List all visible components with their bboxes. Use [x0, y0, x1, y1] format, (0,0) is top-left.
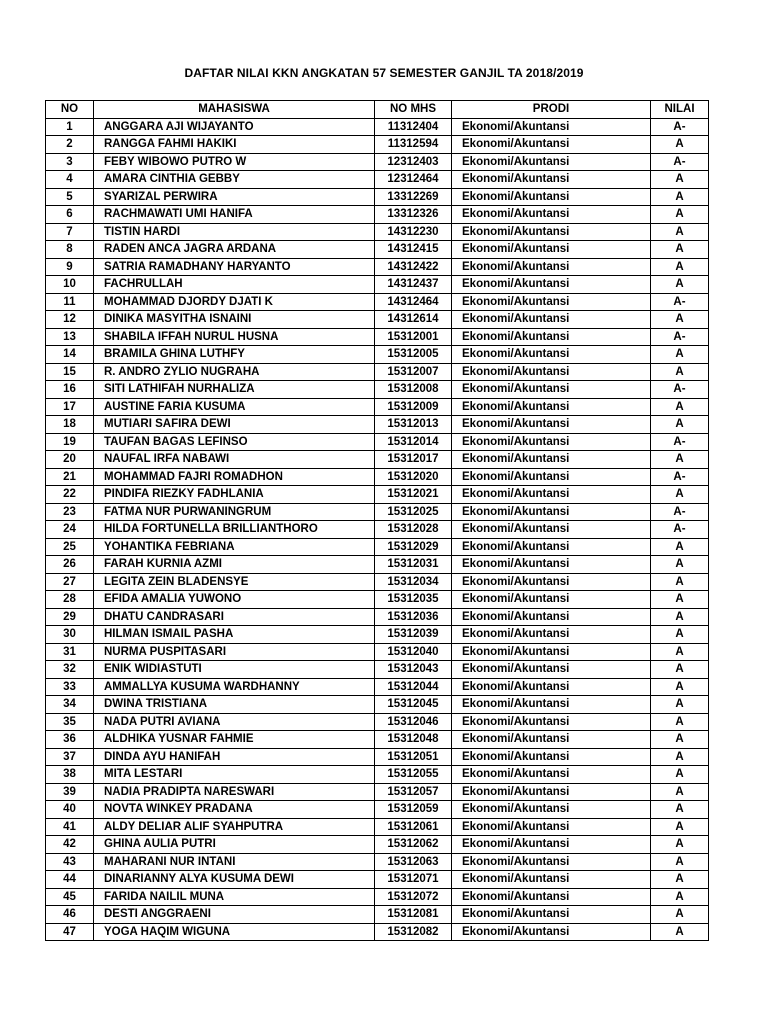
- table-row: [46, 766, 709, 784]
- grade-cell: A: [651, 538, 709, 556]
- student-name-cell: R. ANDRO ZYLIO NUGRAHA: [94, 363, 375, 381]
- table-row: [46, 468, 709, 486]
- grade-cell: A: [651, 626, 709, 644]
- grade-cell: A: [651, 818, 709, 836]
- program-cell: Ekonomi/Akuntansi: [452, 783, 651, 801]
- table-row: [46, 696, 709, 714]
- program-cell: Ekonomi/Akuntansi: [452, 713, 651, 731]
- student-number-cell: 15312063: [375, 853, 452, 871]
- grade-cell: A: [651, 713, 709, 731]
- student-name-cell: RACHMAWATI UMI HANIFA: [94, 206, 375, 224]
- grade-cell: A: [651, 363, 709, 381]
- table-row: [46, 293, 709, 311]
- student-name-cell: DINARIANNY ALYA KUSUMA DEWI: [94, 871, 375, 889]
- row-number-cell: 28: [46, 591, 94, 609]
- row-number-cell: 41: [46, 818, 94, 836]
- grade-cell: A: [651, 276, 709, 294]
- program-cell: Ekonomi/Akuntansi: [452, 188, 651, 206]
- program-cell: Ekonomi/Akuntansi: [452, 503, 651, 521]
- table-row: [46, 223, 709, 241]
- program-cell: Ekonomi/Akuntansi: [452, 626, 651, 644]
- grade-cell: A-: [651, 153, 709, 171]
- student-number-cell: 15312061: [375, 818, 452, 836]
- table-row: [46, 188, 709, 206]
- row-number-cell: 22: [46, 486, 94, 504]
- student-number-cell: 15312029: [375, 538, 452, 556]
- header-student-number: NO MHS: [375, 101, 452, 119]
- student-number-cell: 11312404: [375, 118, 452, 136]
- student-name-cell: SITI LATHIFAH NURHALIZA: [94, 381, 375, 399]
- row-number-cell: 38: [46, 766, 94, 784]
- row-number-cell: 20: [46, 451, 94, 469]
- row-number-cell: 15: [46, 363, 94, 381]
- student-name-cell: AUSTINE FARIA KUSUMA: [94, 398, 375, 416]
- row-number-cell: 44: [46, 871, 94, 889]
- row-number-cell: 14: [46, 346, 94, 364]
- grade-cell: A-: [651, 503, 709, 521]
- table-row: [46, 206, 709, 224]
- table-row: [46, 118, 709, 136]
- program-cell: Ekonomi/Akuntansi: [452, 276, 651, 294]
- table-row: [46, 171, 709, 189]
- program-cell: Ekonomi/Akuntansi: [452, 731, 651, 749]
- table-row: [46, 573, 709, 591]
- program-cell: Ekonomi/Akuntansi: [452, 118, 651, 136]
- grade-cell: A: [651, 346, 709, 364]
- student-name-cell: RADEN ANCA JAGRA ARDANA: [94, 241, 375, 259]
- student-name-cell: SHABILA IFFAH NURUL HUSNA: [94, 328, 375, 346]
- student-number-cell: 15312017: [375, 451, 452, 469]
- student-number-cell: 15312051: [375, 748, 452, 766]
- row-number-cell: 8: [46, 241, 94, 259]
- document-title: DAFTAR NILAI KKN ANGKATAN 57 SEMESTER GANJIL TA 2018/2019: [184, 66, 584, 80]
- program-cell: Ekonomi/Akuntansi: [452, 853, 651, 871]
- table-row: [46, 678, 709, 696]
- row-number-cell: 39: [46, 783, 94, 801]
- student-number-cell: 15312007: [375, 363, 452, 381]
- student-number-cell: 15312071: [375, 871, 452, 889]
- grade-cell: A: [651, 556, 709, 574]
- student-number-cell: 14312614: [375, 311, 452, 329]
- student-number-cell: 15312008: [375, 381, 452, 399]
- row-number-cell: 27: [46, 573, 94, 591]
- row-number-cell: 5: [46, 188, 94, 206]
- student-number-cell: 13312326: [375, 206, 452, 224]
- row-number-cell: 7: [46, 223, 94, 241]
- student-name-cell: EFIDA AMALIA YUWONO: [94, 591, 375, 609]
- grade-cell: A: [651, 643, 709, 661]
- grade-cell: A: [651, 608, 709, 626]
- program-cell: Ekonomi/Akuntansi: [452, 451, 651, 469]
- program-cell: Ekonomi/Akuntansi: [452, 678, 651, 696]
- program-cell: Ekonomi/Akuntansi: [452, 328, 651, 346]
- row-number-cell: 12: [46, 311, 94, 329]
- row-number-cell: 11: [46, 293, 94, 311]
- row-number-cell: 10: [46, 276, 94, 294]
- grade-cell: A: [651, 923, 709, 941]
- grade-cell: A-: [651, 381, 709, 399]
- student-name-cell: DWINA TRISTIANA: [94, 696, 375, 714]
- program-cell: Ekonomi/Akuntansi: [452, 521, 651, 539]
- row-number-cell: 4: [46, 171, 94, 189]
- student-number-cell: 15312001: [375, 328, 452, 346]
- student-name-cell: YOHANTIKA FEBRIANA: [94, 538, 375, 556]
- row-number-cell: 46: [46, 906, 94, 924]
- student-name-cell: DHATU CANDRASARI: [94, 608, 375, 626]
- table-row: [46, 608, 709, 626]
- row-number-cell: 21: [46, 468, 94, 486]
- student-name-cell: BRAMILA GHINA LUTHFY: [94, 346, 375, 364]
- grade-cell: A: [651, 416, 709, 434]
- program-cell: Ekonomi/Akuntansi: [452, 923, 651, 941]
- student-name-cell: FATMA NUR PURWANINGRUM: [94, 503, 375, 521]
- table-row: [46, 153, 709, 171]
- row-number-cell: 45: [46, 888, 94, 906]
- row-number-cell: 40: [46, 801, 94, 819]
- row-number-cell: 3: [46, 153, 94, 171]
- student-number-cell: 15312082: [375, 923, 452, 941]
- student-number-cell: 14312437: [375, 276, 452, 294]
- student-number-cell: 11312594: [375, 136, 452, 154]
- grade-cell: A: [651, 398, 709, 416]
- student-number-cell: 15312035: [375, 591, 452, 609]
- header-no: NO: [46, 101, 94, 119]
- student-name-cell: ALDY DELIAR ALIF SYAHPUTRA: [94, 818, 375, 836]
- table-row: [46, 136, 709, 154]
- student-name-cell: MOHAMMAD FAJRI ROMADHON: [94, 468, 375, 486]
- row-number-cell: 31: [46, 643, 94, 661]
- student-name-cell: DINDA AYU HANIFAH: [94, 748, 375, 766]
- student-name-cell: FACHRULLAH: [94, 276, 375, 294]
- row-number-cell: 19: [46, 433, 94, 451]
- program-cell: Ekonomi/Akuntansi: [452, 818, 651, 836]
- grade-cell: A: [651, 871, 709, 889]
- row-number-cell: 26: [46, 556, 94, 574]
- student-number-cell: 15312055: [375, 766, 452, 784]
- student-name-cell: MAHARANI NUR INTANI: [94, 853, 375, 871]
- student-number-cell: 12312464: [375, 171, 452, 189]
- student-name-cell: MUTIARI SAFIRA DEWI: [94, 416, 375, 434]
- student-name-cell: SATRIA RAMADHANY HARYANTO: [94, 258, 375, 276]
- student-number-cell: 15312028: [375, 521, 452, 539]
- table-row: [46, 311, 709, 329]
- table-header: [46, 101, 709, 119]
- student-name-cell: AMARA CINTHIA GEBBY: [94, 171, 375, 189]
- table-row: [46, 258, 709, 276]
- student-number-cell: 15312044: [375, 678, 452, 696]
- grade-cell: A: [651, 311, 709, 329]
- student-name-cell: MOHAMMAD DJORDY DJATI K: [94, 293, 375, 311]
- student-name-cell: NAUFAL IRFA NABAWI: [94, 451, 375, 469]
- grade-cell: A: [651, 171, 709, 189]
- table-row: [46, 591, 709, 609]
- grade-cell: A: [651, 136, 709, 154]
- table-row: [46, 731, 709, 749]
- student-name-cell: AMMALLYA KUSUMA WARDHANNY: [94, 678, 375, 696]
- row-number-cell: 34: [46, 696, 94, 714]
- student-number-cell: 15312013: [375, 416, 452, 434]
- program-cell: Ekonomi/Akuntansi: [452, 556, 651, 574]
- table-row: [46, 556, 709, 574]
- student-name-cell: RANGGA FAHMI HAKIKI: [94, 136, 375, 154]
- table-row: [46, 328, 709, 346]
- table-row: [46, 801, 709, 819]
- grade-cell: A: [651, 241, 709, 259]
- student-number-cell: 15312034: [375, 573, 452, 591]
- student-number-cell: 15312036: [375, 608, 452, 626]
- student-name-cell: PINDIFA RIEZKY FADHLANIA: [94, 486, 375, 504]
- program-cell: Ekonomi/Akuntansi: [452, 241, 651, 259]
- row-number-cell: 42: [46, 836, 94, 854]
- program-cell: Ekonomi/Akuntansi: [452, 398, 651, 416]
- student-name-cell: MITA LESTARI: [94, 766, 375, 784]
- table-body: [46, 118, 709, 941]
- table-row: [46, 748, 709, 766]
- student-number-cell: 15312005: [375, 346, 452, 364]
- table-row: [46, 363, 709, 381]
- header-program: PRODI: [452, 101, 651, 119]
- program-cell: Ekonomi/Akuntansi: [452, 381, 651, 399]
- table-row: [46, 503, 709, 521]
- student-name-cell: FARIDA NAILIL MUNA: [94, 888, 375, 906]
- student-number-cell: 14312422: [375, 258, 452, 276]
- table-row: [46, 836, 709, 854]
- student-name-cell: ENIK WIDIASTUTI: [94, 661, 375, 679]
- grade-cell: A: [651, 678, 709, 696]
- grade-cell: A: [651, 223, 709, 241]
- table-row: [46, 433, 709, 451]
- student-number-cell: 15312081: [375, 906, 452, 924]
- student-name-cell: DINIKA MASYITHA ISNAINI: [94, 311, 375, 329]
- grade-cell: A-: [651, 328, 709, 346]
- program-cell: Ekonomi/Akuntansi: [452, 153, 651, 171]
- grade-cell: A: [651, 853, 709, 871]
- student-number-cell: 14312230: [375, 223, 452, 241]
- program-cell: Ekonomi/Akuntansi: [452, 608, 651, 626]
- table-row: [46, 643, 709, 661]
- student-number-cell: 14312415: [375, 241, 452, 259]
- program-cell: Ekonomi/Akuntansi: [452, 801, 651, 819]
- student-name-cell: NADA PUTRI AVIANA: [94, 713, 375, 731]
- program-cell: Ekonomi/Akuntansi: [452, 433, 651, 451]
- program-cell: Ekonomi/Akuntansi: [452, 311, 651, 329]
- row-number-cell: 36: [46, 731, 94, 749]
- student-number-cell: 15312045: [375, 696, 452, 714]
- row-number-cell: 29: [46, 608, 94, 626]
- grade-cell: A: [651, 591, 709, 609]
- row-number-cell: 43: [46, 853, 94, 871]
- header-grade: NILAI: [651, 101, 709, 119]
- program-cell: Ekonomi/Akuntansi: [452, 573, 651, 591]
- program-cell: Ekonomi/Akuntansi: [452, 486, 651, 504]
- grade-cell: A: [651, 188, 709, 206]
- student-number-cell: 15312014: [375, 433, 452, 451]
- row-number-cell: 1: [46, 118, 94, 136]
- header-row: [46, 101, 709, 119]
- row-number-cell: 17: [46, 398, 94, 416]
- student-number-cell: 12312403: [375, 153, 452, 171]
- table-row: [46, 888, 709, 906]
- student-name-cell: ANGGARA AJI WIJAYANTO: [94, 118, 375, 136]
- row-number-cell: 32: [46, 661, 94, 679]
- student-number-cell: 15312062: [375, 836, 452, 854]
- table-row: [46, 818, 709, 836]
- grade-cell: A: [651, 661, 709, 679]
- grade-cell: A: [651, 836, 709, 854]
- table-row: [46, 906, 709, 924]
- student-name-cell: FEBY WIBOWO PUTRO W: [94, 153, 375, 171]
- table-row: [46, 783, 709, 801]
- student-name-cell: NADIA PRADIPTA NARESWARI: [94, 783, 375, 801]
- table-row: [46, 241, 709, 259]
- student-number-cell: 15312048: [375, 731, 452, 749]
- grade-cell: A: [651, 766, 709, 784]
- program-cell: Ekonomi/Akuntansi: [452, 206, 651, 224]
- program-cell: Ekonomi/Akuntansi: [452, 136, 651, 154]
- grades-table: [45, 100, 709, 941]
- student-number-cell: 15312043: [375, 661, 452, 679]
- student-number-cell: 15312040: [375, 643, 452, 661]
- table-row: [46, 626, 709, 644]
- header-student: MAHASISWA: [94, 101, 375, 119]
- program-cell: Ekonomi/Akuntansi: [452, 258, 651, 276]
- program-cell: Ekonomi/Akuntansi: [452, 591, 651, 609]
- row-number-cell: 13: [46, 328, 94, 346]
- program-cell: Ekonomi/Akuntansi: [452, 661, 651, 679]
- table-row: [46, 871, 709, 889]
- student-number-cell: 15312009: [375, 398, 452, 416]
- student-name-cell: TISTIN HARDI: [94, 223, 375, 241]
- grade-cell: A: [651, 206, 709, 224]
- table-row: [46, 853, 709, 871]
- row-number-cell: 25: [46, 538, 94, 556]
- grade-cell: A: [651, 451, 709, 469]
- grade-cell: A: [651, 783, 709, 801]
- grade-cell: A-: [651, 521, 709, 539]
- program-cell: Ekonomi/Akuntansi: [452, 871, 651, 889]
- program-cell: Ekonomi/Akuntansi: [452, 538, 651, 556]
- grade-cell: A-: [651, 293, 709, 311]
- program-cell: Ekonomi/Akuntansi: [452, 468, 651, 486]
- grade-cell: A: [651, 906, 709, 924]
- grade-cell: A-: [651, 468, 709, 486]
- student-name-cell: DESTI ANGGRAENI: [94, 906, 375, 924]
- table-row: [46, 346, 709, 364]
- student-name-cell: SYARIZAL PERWIRA: [94, 188, 375, 206]
- student-number-cell: 15312021: [375, 486, 452, 504]
- grade-cell: A: [651, 573, 709, 591]
- table-row: [46, 661, 709, 679]
- program-cell: Ekonomi/Akuntansi: [452, 696, 651, 714]
- student-name-cell: HILMAN ISMAIL PASHA: [94, 626, 375, 644]
- student-name-cell: LEGITA ZEIN BLADENSYE: [94, 573, 375, 591]
- program-cell: Ekonomi/Akuntansi: [452, 416, 651, 434]
- student-number-cell: 15312072: [375, 888, 452, 906]
- row-number-cell: 18: [46, 416, 94, 434]
- table-row: [46, 381, 709, 399]
- student-name-cell: NURMA PUSPITASARI: [94, 643, 375, 661]
- table-row: [46, 398, 709, 416]
- student-number-cell: 15312039: [375, 626, 452, 644]
- row-number-cell: 30: [46, 626, 94, 644]
- student-name-cell: YOGA HAQIM WIGUNA: [94, 923, 375, 941]
- program-cell: Ekonomi/Akuntansi: [452, 363, 651, 381]
- grade-cell: A: [651, 696, 709, 714]
- student-name-cell: HILDA FORTUNELLA BRILLIANTHORO: [94, 521, 375, 539]
- row-number-cell: 23: [46, 503, 94, 521]
- program-cell: Ekonomi/Akuntansi: [452, 906, 651, 924]
- table-row: [46, 713, 709, 731]
- program-cell: Ekonomi/Akuntansi: [452, 766, 651, 784]
- grade-cell: A: [651, 801, 709, 819]
- student-name-cell: NOVTA WINKEY PRADANA: [94, 801, 375, 819]
- program-cell: Ekonomi/Akuntansi: [452, 748, 651, 766]
- program-cell: Ekonomi/Akuntansi: [452, 346, 651, 364]
- table-row: [46, 451, 709, 469]
- row-number-cell: 24: [46, 521, 94, 539]
- grade-cell: A: [651, 748, 709, 766]
- student-number-cell: 15312031: [375, 556, 452, 574]
- program-cell: Ekonomi/Akuntansi: [452, 223, 651, 241]
- program-cell: Ekonomi/Akuntansi: [452, 293, 651, 311]
- table-row: [46, 538, 709, 556]
- row-number-cell: 16: [46, 381, 94, 399]
- student-number-cell: 14312464: [375, 293, 452, 311]
- student-number-cell: 15312057: [375, 783, 452, 801]
- program-cell: Ekonomi/Akuntansi: [452, 888, 651, 906]
- student-number-cell: 15312046: [375, 713, 452, 731]
- grade-cell: A: [651, 486, 709, 504]
- grade-cell: A: [651, 258, 709, 276]
- student-name-cell: FARAH KURNIA AZMI: [94, 556, 375, 574]
- grade-cell: A: [651, 731, 709, 749]
- student-number-cell: 15312025: [375, 503, 452, 521]
- row-number-cell: 47: [46, 923, 94, 941]
- row-number-cell: 9: [46, 258, 94, 276]
- row-number-cell: 37: [46, 748, 94, 766]
- grade-cell: A-: [651, 118, 709, 136]
- table-row: [46, 416, 709, 434]
- student-number-cell: 15312020: [375, 468, 452, 486]
- program-cell: Ekonomi/Akuntansi: [452, 836, 651, 854]
- student-number-cell: 13312269: [375, 188, 452, 206]
- row-number-cell: 33: [46, 678, 94, 696]
- grade-cell: A: [651, 888, 709, 906]
- row-number-cell: 2: [46, 136, 94, 154]
- program-cell: Ekonomi/Akuntansi: [452, 171, 651, 189]
- program-cell: Ekonomi/Akuntansi: [452, 643, 651, 661]
- student-number-cell: 15312059: [375, 801, 452, 819]
- student-name-cell: TAUFAN BAGAS LEFINSO: [94, 433, 375, 451]
- table-row: [46, 521, 709, 539]
- row-number-cell: 6: [46, 206, 94, 224]
- student-name-cell: ALDHIKA YUSNAR FAHMIE: [94, 731, 375, 749]
- table-row: [46, 923, 709, 941]
- table-row: [46, 276, 709, 294]
- grade-cell: A-: [651, 433, 709, 451]
- student-name-cell: GHINA AULIA PUTRI: [94, 836, 375, 854]
- row-number-cell: 35: [46, 713, 94, 731]
- table-row: [46, 486, 709, 504]
